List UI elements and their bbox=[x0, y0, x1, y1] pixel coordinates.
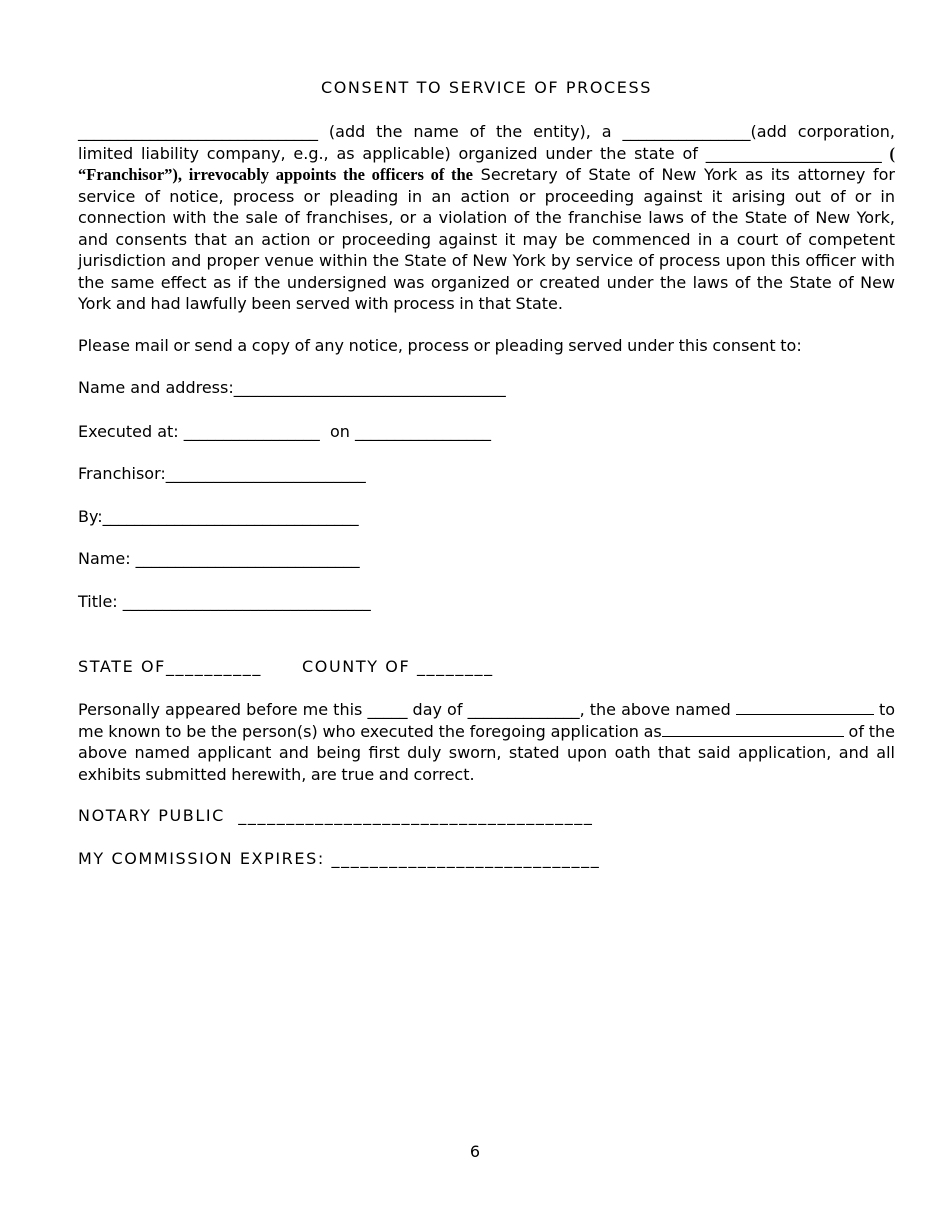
appeared-text: Personally appeared before me this _____ day of ______________, the above named bbox=[78, 700, 736, 719]
name-address-field[interactable]: Name and address:__________________________________ bbox=[78, 378, 506, 397]
known-text: to me known to be the person(s) who executed the foregoing application as bbox=[78, 700, 896, 741]
mail-instruction: Please mail or send a copy of any notice, process or pleading served under this consent to: bbox=[78, 336, 802, 355]
entity-instruction: (add the name of the entity), a bbox=[318, 122, 623, 141]
page-number: 6 bbox=[469, 1142, 481, 1161]
franchisor-appointment: ( “Franchisor”), irrevocably appoints the officers of the bbox=[78, 143, 895, 184]
notary-paragraph bbox=[78, 699, 895, 785]
franchisor-field[interactable]: Franchisor:_________________________ bbox=[78, 464, 366, 483]
state-blank[interactable]: ______________________ bbox=[705, 143, 882, 163]
type-instruction: (add corporation, limited liability company, e.g., as applicable) organized under the state of bbox=[78, 122, 896, 163]
name-field[interactable]: Name: ____________________________ bbox=[78, 549, 360, 568]
application-role-blank[interactable] bbox=[662, 722, 844, 737]
page-title: CONSENT TO SERVICE OF PROCESS bbox=[320, 78, 653, 97]
by-field[interactable]: By:________________________________ bbox=[78, 507, 359, 526]
consent-paragraph bbox=[78, 121, 895, 315]
notary-public-field[interactable]: NOTARY PUBLIC _____________________________________ bbox=[78, 806, 594, 825]
consent-body: Secretary of State of New York as its attorney for service of notice, process or pleading in an action or proceeding against it arising out of or in connection with the sale of franchises, or a violation of the franchise laws of the State of New York, and consents that an action or proceeding against it may be commenced in a court of competent jurisdiction and proper venue within the State of New York by service of process upon this officer with the same effect as if the undersigned was organized or created under the laws of the State of New York and had lawfully been served with process in that State. bbox=[78, 165, 896, 313]
named-person-blank[interactable] bbox=[736, 700, 874, 715]
state-of-field[interactable]: STATE OF__________ bbox=[78, 657, 262, 676]
entity-type-blank[interactable]: ________________ bbox=[622, 122, 751, 141]
commission-expires-field[interactable]: MY COMMISSION EXPIRES: ____________________________ bbox=[78, 849, 601, 868]
county-of-field[interactable]: COUNTY OF ________ bbox=[302, 657, 494, 676]
title-field[interactable]: Title: _______________________________ bbox=[78, 592, 371, 611]
entity-name-blank[interactable]: ______________________________ bbox=[78, 122, 318, 141]
sworn-text: of the above named applicant and being first duly sworn, stated upon oath that said application, and all exhibits submitted herewith, are true and correct. bbox=[78, 721, 895, 784]
executed-at-field[interactable]: Executed at: _________________ on _________________ bbox=[78, 422, 491, 441]
